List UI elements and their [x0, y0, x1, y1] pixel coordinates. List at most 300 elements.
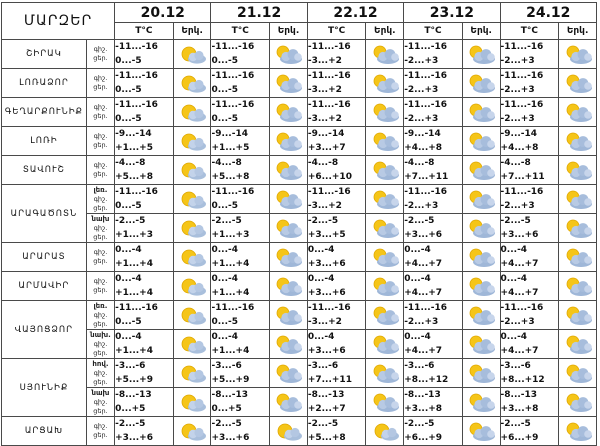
temperature-cell: [404, 330, 463, 359]
day-temp: -2...+3: [500, 114, 535, 124]
temperature-cell: [404, 243, 463, 272]
day-temp: +5...+9: [211, 375, 250, 385]
day-temp: +4...+7: [404, 259, 443, 269]
sky-col-header: Երկ.: [366, 23, 404, 40]
region-row: [2, 40, 597, 69]
temperature-cell: [500, 359, 559, 388]
partly-cloudy-icon: [462, 127, 500, 156]
night-temp: -11...-16: [404, 42, 447, 52]
day-temp: +4...+7: [500, 288, 539, 298]
temperature-cell: [404, 156, 463, 185]
day-label: ցեր.: [93, 377, 108, 386]
temperature-cell: [211, 69, 270, 98]
partly-cloudy-icon: [270, 330, 308, 359]
day-temp: +6...+9: [500, 433, 539, 443]
night-label: գիշ.: [93, 310, 108, 319]
night-temp: -2...-5: [500, 216, 531, 226]
night-temp: 0...-4: [115, 274, 142, 284]
partly-cloudy-icon: [559, 98, 597, 127]
night-label: գիշ.: [93, 277, 108, 285]
temperature-cell: [211, 330, 270, 359]
night-temp: -11...-16: [404, 187, 447, 197]
partly-cloudy-icon: [366, 156, 404, 185]
temperature-cell: [500, 185, 559, 214]
sun-cloud-icon: [173, 214, 211, 243]
temperature-cell: [500, 301, 559, 330]
partly-cloudy-icon: [462, 243, 500, 272]
day-temp: +1...+3: [115, 230, 153, 240]
sun-cloud-icon: [173, 272, 211, 301]
partly-cloudy-icon: [366, 40, 404, 69]
night-temp: -11...-16: [211, 100, 255, 110]
night-label: գիշ.: [93, 194, 108, 203]
day-temp: +1...+4: [211, 259, 250, 269]
temperature-cell: [307, 272, 366, 301]
night-temp: -2...-5: [307, 216, 339, 226]
night-temp: -11...-16: [115, 71, 158, 81]
temperature-cell: [500, 98, 559, 127]
temperature-cell: [115, 388, 174, 417]
night-temp: 0...-4: [115, 332, 142, 342]
temp-col-header: T°C: [307, 23, 366, 40]
night-label: գիշ.: [93, 397, 108, 406]
region-row: [2, 301, 597, 330]
partly-cloudy-icon: [270, 301, 308, 330]
day-temp: +3...+6: [307, 288, 346, 298]
day-temp: 0...-5: [115, 85, 142, 95]
partly-cloudy-icon: [559, 417, 597, 446]
subregion-label: հով.: [92, 359, 109, 368]
day-temp: +4...+7: [500, 346, 539, 356]
night-temp: -4...-8: [404, 158, 435, 168]
partly-cloudy-icon: [270, 40, 308, 69]
night-temp: -11...-16: [500, 303, 544, 313]
night-temp: -8...-13: [211, 390, 248, 400]
temperature-cell: [500, 127, 559, 156]
day-temp: 0...-5: [211, 56, 238, 66]
night-temp: -8...-13: [115, 390, 152, 400]
temperature-cell: [500, 330, 559, 359]
partly-cloudy-icon: [462, 388, 500, 417]
time-of-day: [86, 156, 114, 185]
temperature-cell: [307, 185, 366, 214]
night-temp: -2...-5: [500, 419, 531, 429]
partly-cloudy-icon: [462, 40, 500, 69]
day-label: ցեր.: [93, 83, 108, 91]
temperature-cell: [500, 214, 559, 243]
region-row: [2, 98, 597, 127]
temperature-cell: [307, 417, 366, 446]
partly-cloudy-icon: [462, 330, 500, 359]
temperature-cell: [211, 243, 270, 272]
time-of-day: [86, 98, 114, 127]
day-label: ցեր.: [93, 286, 108, 294]
day-temp: +1...+4: [211, 346, 250, 356]
day-temp: +5...+8: [307, 433, 346, 443]
night-temp: 0...-4: [115, 245, 142, 255]
day-temp: 0...-5: [115, 201, 142, 211]
night-temp: -3...-6: [404, 361, 435, 371]
day-temp: +7...+11: [404, 172, 449, 182]
day-temp: +3...+6: [404, 230, 443, 240]
partly-cloudy-icon: [270, 359, 308, 388]
temperature-cell: [115, 330, 174, 359]
night-temp: -11...-16: [211, 303, 255, 313]
day-temp: +3...+8: [404, 404, 443, 414]
day-temp: -2...+3: [500, 201, 535, 211]
night-temp: -11...-16: [211, 42, 255, 52]
time-of-day: [86, 359, 114, 388]
partly-cloudy-icon: [366, 330, 404, 359]
night-temp: -11...-16: [211, 187, 255, 197]
partly-cloudy-icon: [462, 272, 500, 301]
sun-cloud-icon: [270, 417, 308, 446]
night-temp: -11...-16: [404, 100, 447, 110]
night-temp: 0...-4: [211, 274, 238, 284]
partly-cloudy-icon: [366, 359, 404, 388]
day-temp: 0...-5: [211, 85, 238, 95]
temperature-cell: [404, 69, 463, 98]
night-temp: -2...-5: [404, 216, 435, 226]
forecast-body: [2, 3, 597, 446]
temperature-cell: [115, 243, 174, 272]
partly-cloudy-icon: [270, 127, 308, 156]
temperature-cell: [115, 301, 174, 330]
temperature-cell: [115, 359, 174, 388]
time-of-day: [86, 214, 114, 243]
partly-cloudy-icon: [270, 214, 308, 243]
day-temp: 0...-5: [115, 114, 142, 124]
night-temp: -2...-5: [115, 216, 146, 226]
night-temp: 0...-4: [307, 245, 335, 255]
night-temp: -11...-16: [307, 71, 351, 81]
night-temp: -8...-13: [500, 390, 538, 400]
partly-cloudy-icon: [366, 388, 404, 417]
day-temp: +3...+5: [307, 230, 346, 240]
time-of-day: [86, 40, 114, 69]
day-temp: 0...-5: [211, 201, 238, 211]
sun-cloud-icon: [173, 69, 211, 98]
region-row: [2, 69, 597, 98]
region-name: ԼՈՌԱՁՈՐ: [2, 69, 87, 98]
partly-cloudy-icon: [270, 388, 308, 417]
temperature-cell: [404, 417, 463, 446]
day-temp: +6...+9: [404, 433, 443, 443]
night-temp: -3...-6: [211, 361, 242, 371]
night-temp: -3...-6: [307, 361, 339, 371]
partly-cloudy-icon: [559, 156, 597, 185]
day-label: ցեր.: [93, 257, 108, 265]
day-temp: -2...+3: [500, 56, 535, 66]
temperature-cell: [211, 301, 270, 330]
temperature-cell: [115, 185, 174, 214]
night-temp: -9...-14: [404, 129, 441, 139]
day-temp: +7...+11: [500, 172, 545, 182]
region-name: ԱՐԱԳԱԾՈՏՆ: [2, 185, 87, 243]
day-temp: +1...+4: [115, 288, 153, 298]
day-temp: -3...+2: [307, 85, 342, 95]
temperature-cell: [211, 272, 270, 301]
date-header: 22.12: [307, 3, 403, 23]
time-of-day: [86, 185, 114, 214]
temperature-cell: [404, 127, 463, 156]
sky-col-header: Երկ.: [173, 23, 211, 40]
partly-cloudy-icon: [366, 69, 404, 98]
temperature-cell: [500, 272, 559, 301]
day-temp: -2...+3: [404, 56, 439, 66]
night-label: գիշ.: [93, 422, 108, 430]
night-temp: -4...-8: [500, 158, 531, 168]
night-label: գիշ.: [93, 248, 108, 256]
sun-cloud-icon: [173, 301, 211, 330]
sun-cloud-icon: [173, 127, 211, 156]
temperature-cell: [500, 388, 559, 417]
temp-col-header: T°C: [404, 23, 463, 40]
temperature-cell: [211, 214, 270, 243]
region-row: [2, 185, 597, 214]
day-temp: +5...+8: [211, 172, 250, 182]
day-temp: +1...+4: [211, 288, 250, 298]
night-temp: -4...-8: [115, 158, 146, 168]
partly-cloudy-icon: [559, 127, 597, 156]
night-temp: 0...-4: [500, 332, 528, 342]
night-temp: -8...-13: [404, 390, 441, 400]
day-temp: 0...-5: [115, 56, 142, 66]
partly-cloudy-icon: [462, 301, 500, 330]
time-of-day: [86, 388, 114, 417]
day-temp: +8...+12: [500, 375, 545, 385]
night-temp: 0...-4: [307, 274, 335, 284]
region-row: [2, 359, 597, 388]
day-temp: -2...+3: [404, 201, 439, 211]
region-row: [2, 330, 597, 359]
night-temp: -11...-16: [404, 303, 447, 313]
day-temp: +1...+5: [211, 143, 250, 153]
temp-col-header: T°C: [115, 23, 174, 40]
temperature-cell: [211, 40, 270, 69]
temperature-cell: [307, 359, 366, 388]
day-temp: 0...+5: [211, 404, 242, 414]
temperature-cell: [307, 214, 366, 243]
sun-cloud-icon: [173, 359, 211, 388]
partly-cloudy-icon: [270, 243, 308, 272]
time-of-day: [86, 272, 114, 301]
day-temp: -3...+2: [307, 114, 342, 124]
partly-cloudy-icon: [462, 98, 500, 127]
partly-cloudy-icon: [270, 69, 308, 98]
sun-cloud-icon: [173, 243, 211, 272]
region-name: ՍՅՈՒՆԻՔ: [2, 359, 87, 417]
temperature-cell: [307, 40, 366, 69]
temperature-cell: [211, 359, 270, 388]
day-temp: +3...+7: [307, 143, 346, 153]
temperature-cell: [500, 417, 559, 446]
time-of-day: [86, 127, 114, 156]
day-temp: -2...+3: [500, 317, 535, 327]
partly-cloudy-icon: [366, 301, 404, 330]
temperature-cell: [500, 40, 559, 69]
night-label: գիշ.: [93, 368, 108, 377]
temp-col-header: T°C: [500, 23, 559, 40]
partly-cloudy-icon: [462, 156, 500, 185]
day-temp: 0...-5: [115, 317, 142, 327]
partly-cloudy-icon: [559, 69, 597, 98]
day-temp: +5...+8: [115, 172, 153, 182]
subregion-label: նախ: [91, 214, 110, 223]
day-temp: -3...+2: [307, 317, 342, 327]
night-temp: -9...-14: [500, 129, 538, 139]
partly-cloudy-icon: [366, 98, 404, 127]
night-label: գիշ.: [93, 223, 108, 232]
day-temp: +3...+6: [211, 433, 250, 443]
temperature-cell: [115, 69, 174, 98]
temperature-cell: [211, 98, 270, 127]
day-label: ցեր.: [93, 112, 108, 120]
temperature-cell: [307, 127, 366, 156]
sun-cloud-icon: [173, 417, 211, 446]
day-label: ցեր.: [93, 319, 108, 328]
time-of-day: [86, 69, 114, 98]
day-temp: -2...+3: [500, 85, 535, 95]
night-temp: 0...-4: [211, 245, 238, 255]
night-label: գիշ.: [93, 103, 108, 111]
date-header: 21.12: [211, 3, 307, 23]
partly-cloudy-icon: [366, 127, 404, 156]
night-temp: -2...-5: [211, 419, 242, 429]
subregion-label: լեռ.: [93, 185, 108, 194]
date-header: 24.12: [500, 3, 596, 23]
partly-cloudy-icon: [270, 185, 308, 214]
partly-cloudy-icon: [462, 185, 500, 214]
day-temp: -2...+3: [404, 85, 439, 95]
night-temp: -11...-16: [115, 303, 158, 313]
temperature-cell: [307, 388, 366, 417]
regions-header: ՄԱՐԶԵՐ: [2, 3, 115, 40]
date-header: 23.12: [404, 3, 500, 23]
day-temp: +1...+5: [115, 143, 153, 153]
time-of-day: [86, 417, 114, 446]
night-label: գիշ.: [93, 161, 108, 169]
subregion-label: լեռ.: [93, 301, 108, 310]
region-name: ՎԱՅՈՑՁՈՐ: [2, 301, 87, 359]
temperature-cell: [115, 214, 174, 243]
day-temp: +1...+4: [115, 259, 153, 269]
day-temp: +3...+6: [307, 259, 346, 269]
partly-cloudy-icon: [462, 214, 500, 243]
temperature-cell: [404, 301, 463, 330]
day-temp: 0...+5: [115, 404, 146, 414]
time-of-day: [86, 301, 114, 330]
day-temp: +3...+6: [500, 230, 539, 240]
partly-cloudy-icon: [270, 156, 308, 185]
partly-cloudy-icon: [270, 272, 308, 301]
night-temp: -9...-14: [115, 129, 152, 139]
night-temp: 0...-4: [404, 274, 431, 284]
sun-cloud-icon: [173, 40, 211, 69]
night-temp: 0...-4: [500, 274, 528, 284]
night-temp: -3...-6: [500, 361, 531, 371]
temperature-cell: [115, 98, 174, 127]
sky-col-header: Երկ.: [559, 23, 597, 40]
sun-cloud-icon: [366, 417, 404, 446]
day-label: ցեր.: [93, 348, 108, 357]
subregion-label: նախ: [91, 388, 110, 397]
day-label: ցեր.: [93, 170, 108, 178]
partly-cloudy-icon: [462, 359, 500, 388]
region-row: [2, 156, 597, 185]
day-temp: +2...+7: [307, 404, 346, 414]
night-temp: -4...-8: [307, 158, 339, 168]
temperature-cell: [307, 330, 366, 359]
region-row: [2, 127, 597, 156]
sun-cloud-icon: [173, 98, 211, 127]
day-label: ցեր.: [93, 141, 108, 149]
region-row: [2, 388, 597, 417]
region-row: [2, 214, 597, 243]
temp-col-header: T°C: [211, 23, 270, 40]
night-temp: -4...-8: [211, 158, 242, 168]
day-temp: +1...+3: [211, 230, 250, 240]
night-temp: -11...-16: [307, 100, 351, 110]
day-temp: +4...+8: [500, 143, 539, 153]
sky-col-header: Երկ.: [462, 23, 500, 40]
day-label: ցեր.: [93, 431, 108, 439]
night-temp: -11...-16: [404, 71, 447, 81]
temperature-cell: [115, 156, 174, 185]
night-temp: -11...-16: [500, 100, 544, 110]
night-temp: -11...-16: [307, 303, 351, 313]
night-temp: -11...-16: [500, 187, 544, 197]
temperature-cell: [404, 40, 463, 69]
partly-cloudy-icon: [366, 214, 404, 243]
date-header: 20.12: [115, 3, 211, 23]
night-temp: -11...-16: [115, 187, 158, 197]
region-name: ՇԻՐԱԿ: [2, 40, 87, 69]
night-temp: 0...-4: [404, 245, 431, 255]
day-temp: +7...+11: [307, 375, 352, 385]
partly-cloudy-icon: [559, 40, 597, 69]
night-temp: -3...-6: [115, 361, 146, 371]
day-label: ցեր.: [93, 54, 108, 62]
temperature-cell: [307, 156, 366, 185]
time-of-day: [86, 243, 114, 272]
day-temp: +4...+7: [404, 288, 443, 298]
day-temp: +3...+6: [115, 433, 153, 443]
night-temp: -11...-16: [115, 42, 158, 52]
temperature-cell: [404, 359, 463, 388]
partly-cloudy-icon: [366, 243, 404, 272]
day-temp: -2...+3: [404, 114, 439, 124]
partly-cloudy-icon: [270, 98, 308, 127]
night-label: գիշ.: [93, 45, 108, 53]
temperature-cell: [115, 127, 174, 156]
temperature-cell: [211, 388, 270, 417]
sky-col-header: Երկ.: [270, 23, 308, 40]
night-temp: -2...-5: [404, 419, 435, 429]
region-name: ԱՐԱՐԱՏ: [2, 243, 87, 272]
forecast-table: [1, 2, 597, 446]
region-name: ՏԱՎՈՒՇ: [2, 156, 87, 185]
temperature-cell: [307, 243, 366, 272]
temperature-cell: [404, 185, 463, 214]
subregion-label: նախ.: [90, 330, 111, 339]
night-temp: -9...-14: [211, 129, 248, 139]
day-temp: +4...+7: [500, 259, 539, 269]
sun-cloud-icon: [173, 330, 211, 359]
temperature-cell: [211, 156, 270, 185]
temperature-cell: [500, 156, 559, 185]
partly-cloudy-icon: [559, 301, 597, 330]
